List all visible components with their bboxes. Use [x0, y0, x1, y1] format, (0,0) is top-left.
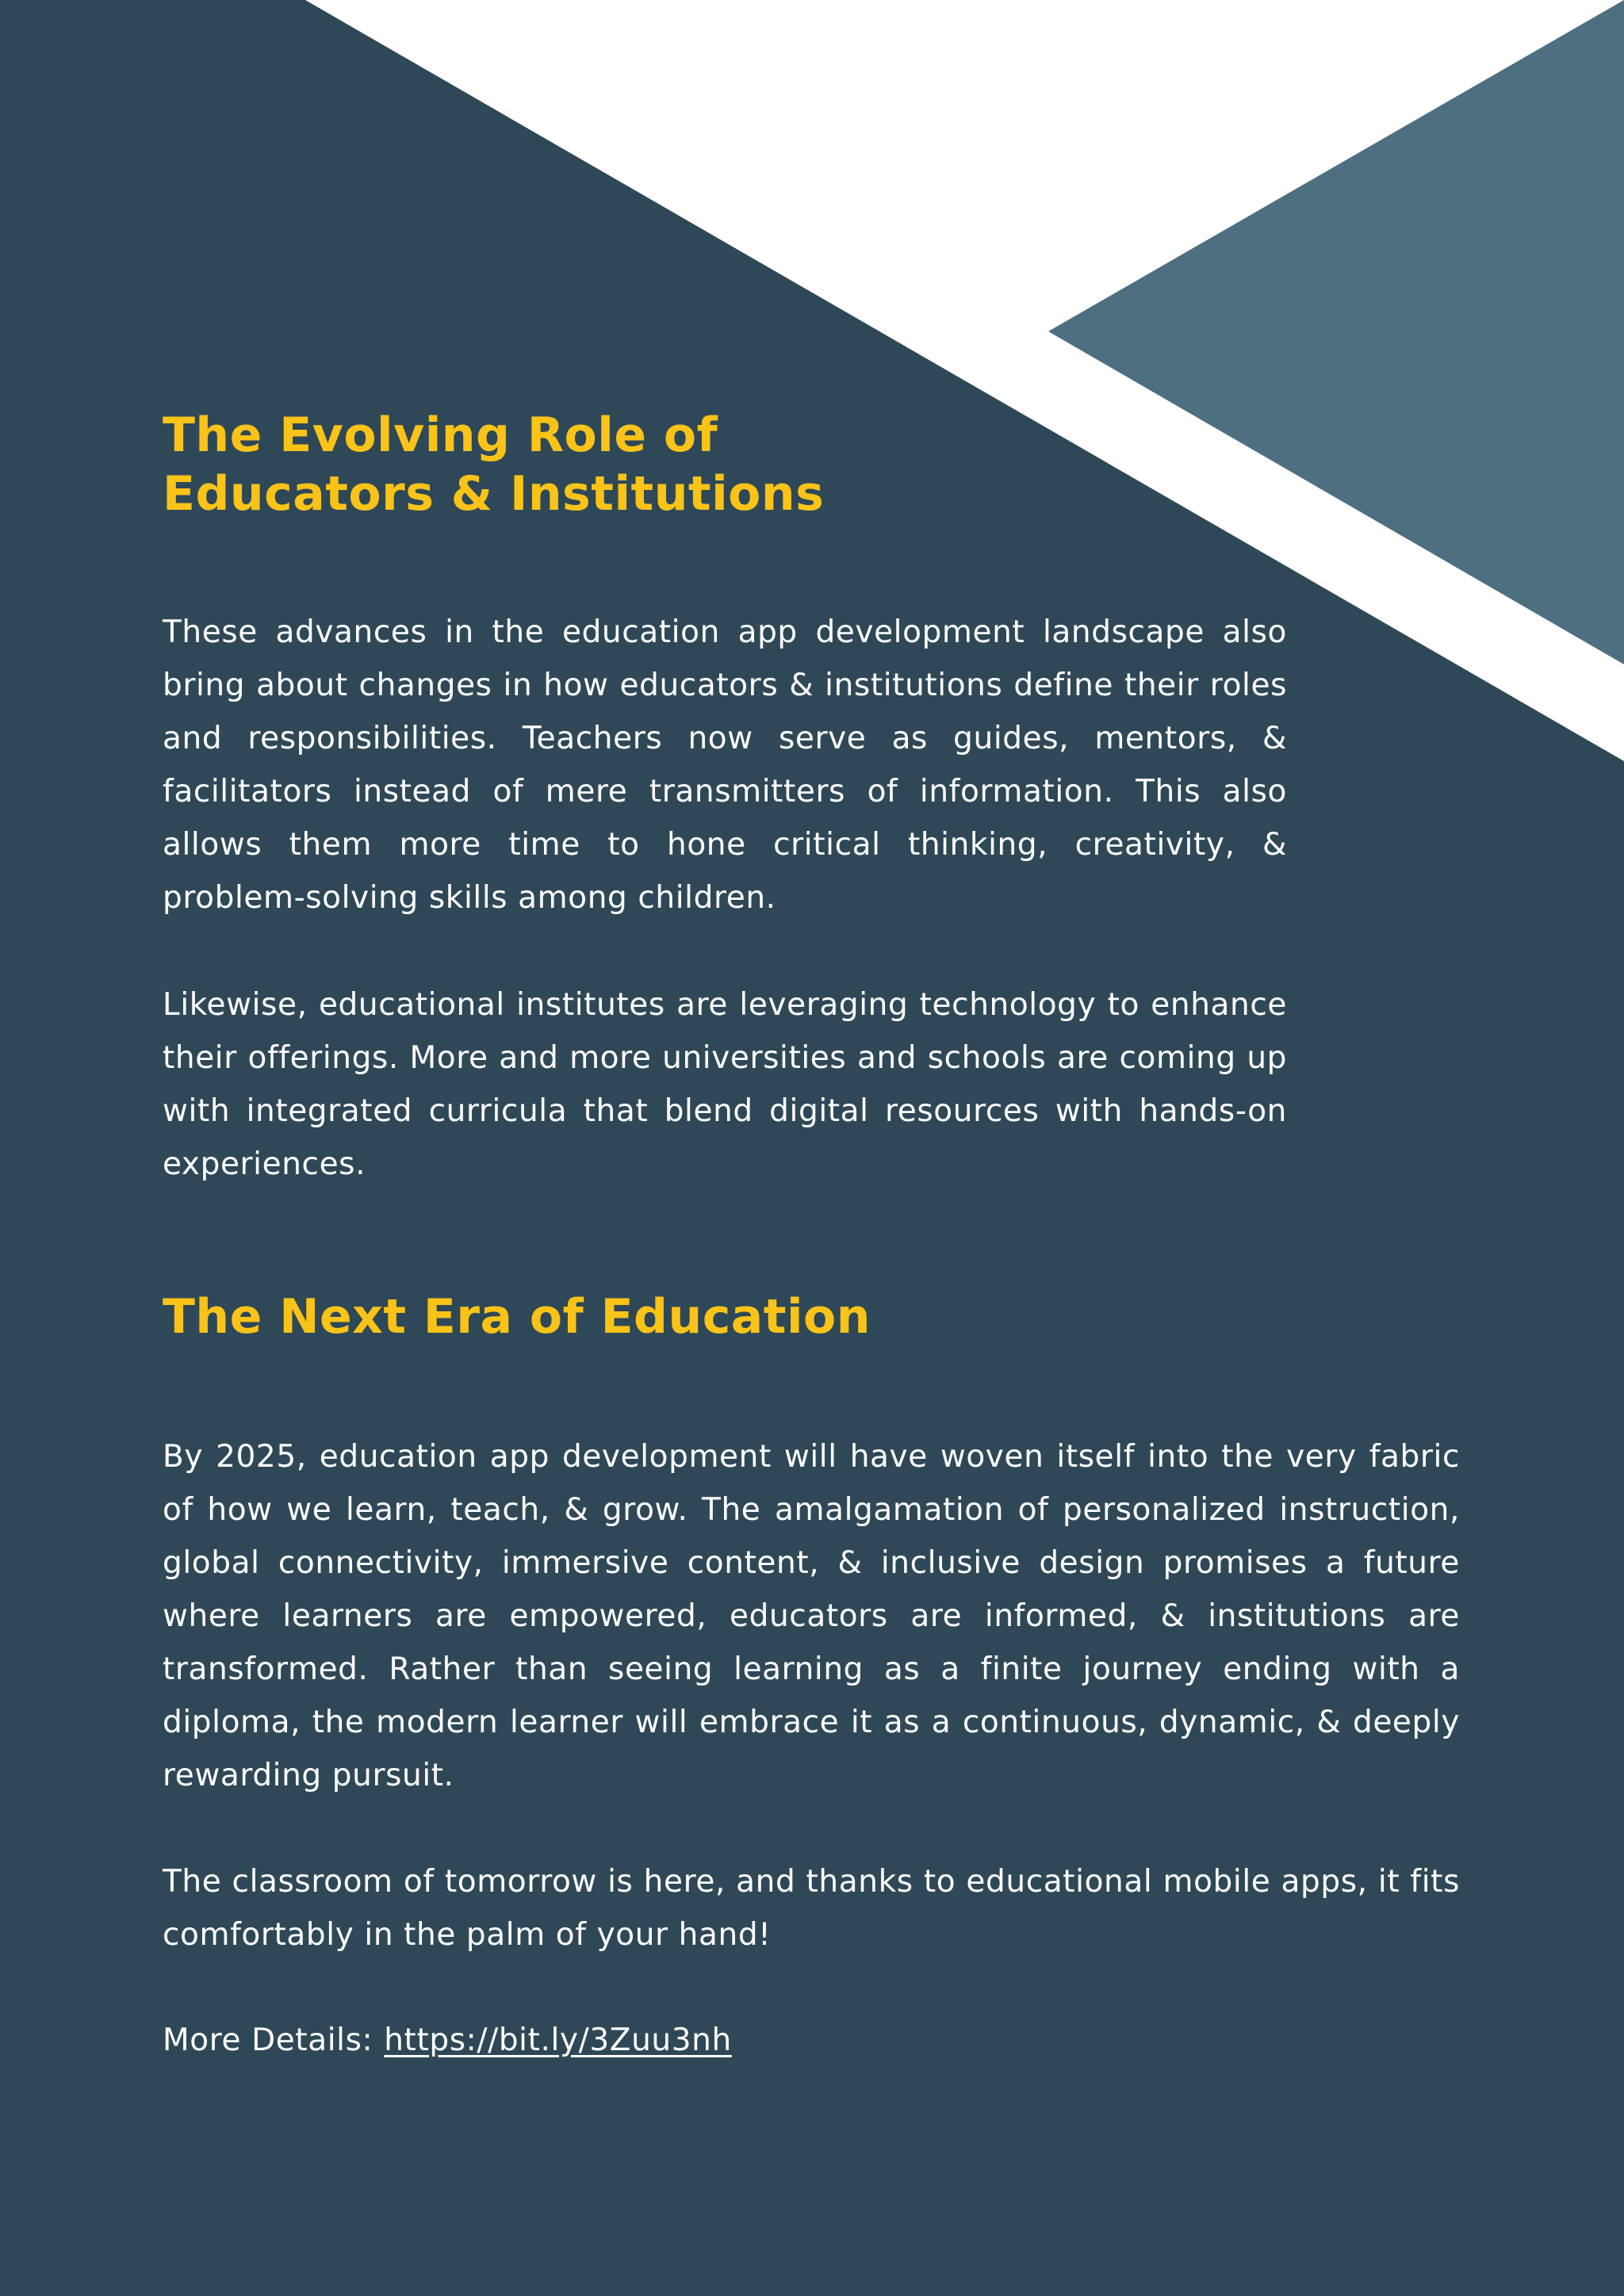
- more-details-link[interactable]: https://bit.ly/3Zuu3nh: [384, 2022, 732, 2058]
- section1-paragraph2: Likewise, educational institutes are leveraging technology to enhance their offerings. More and more universities and schools are coming up with integrated curricula that blend digital resources with hands-on experiences.: [163, 987, 1287, 1182]
- section1-title: [163, 406, 824, 523]
- section2-title: The Next Era of Education: [163, 1289, 871, 1345]
- more-details-label: More Details:: [163, 2022, 373, 2058]
- section1-paragraph1: These advances in the education app development landscape also bring about changes in how educators & institutions define their roles and responsibilities. Teachers now serve as guides, mentors, & facilitators instead of mere transmitters of information. This also allows them more time to hone critical thinking, creativity, & problem-solving skills among children.: [163, 614, 1287, 916]
- section1-title-line1: The Evolving Role of: [163, 408, 718, 463]
- section1-title-line2: Educators & Institutions: [163, 466, 825, 522]
- section2-paragraph2: The classroom of tomorrow is here, and thanks to educational mobile apps, it fits comfortably in the palm of your hand!: [163, 1864, 1460, 1953]
- more-details: [163, 2014, 732, 2067]
- section2-paragraph1: By 2025, education app development will have woven itself into the very fabric of how we learn, teach, & grow. The amalgamation of personalized instruction, global connectivity, immersive content, & inclusive design promises a future where learners are empowered, educators are informed, & institutions are transformed. Rather than seeing learning as a finite journey ending with a diploma, the modern learner will embrace it as a continuous, dynamic, & deeply rewarding pursuit.: [163, 1439, 1460, 1793]
